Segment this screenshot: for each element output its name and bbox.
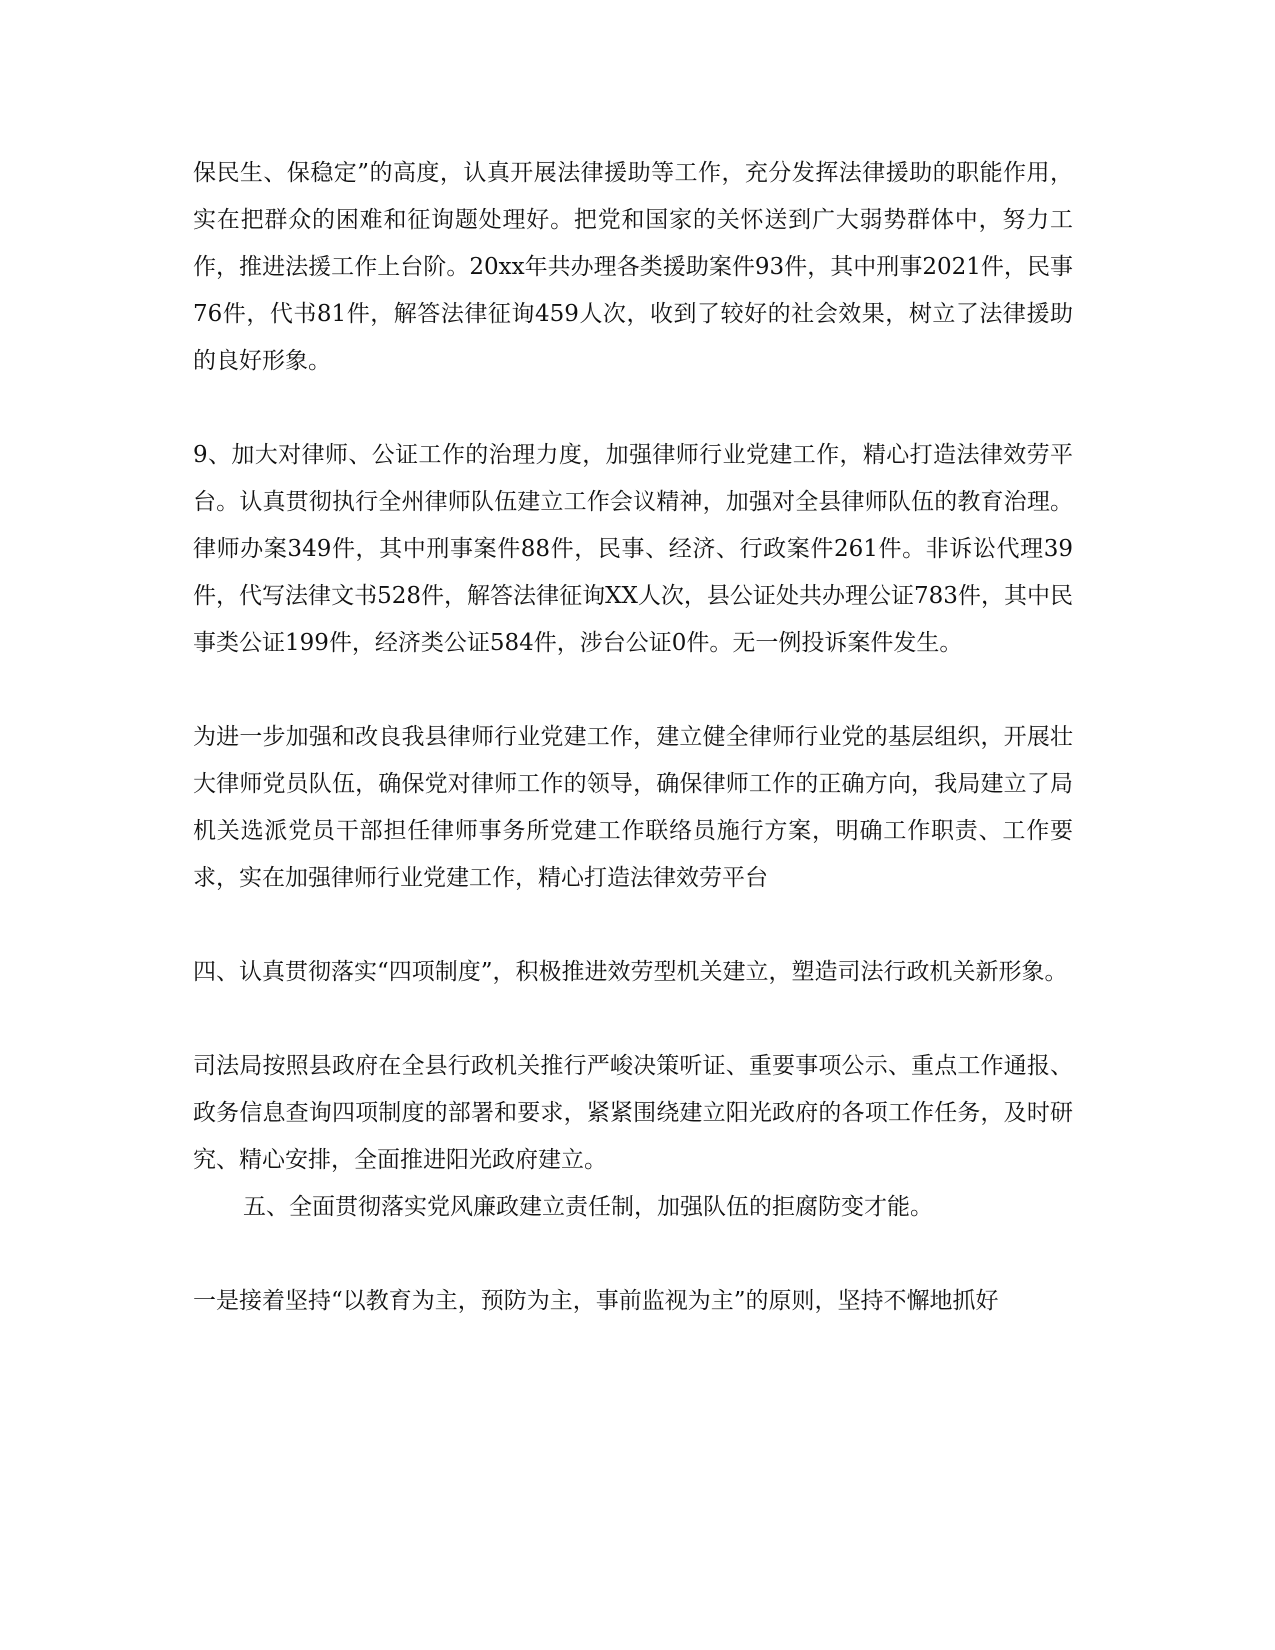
paragraph-education-prevention: 一是接着坚持“以教育为主，预防为主，事前监视为主”的原则，坚持不懈地抓好 <box>193 1288 999 1314</box>
section-heading-integrity: 五、全面贯彻落实党风廉政建立责任制，加强队伍的拒腐防变才能。 <box>243 1194 933 1220</box>
document-body <box>193 150 1073 1325</box>
section-heading-four-systems: 四、认真贯彻落实“四项制度”，积极推进效劳型机关建立，塑造司法行政机关新形象。 <box>193 959 1068 985</box>
paragraph-sunshine-government: 司法局按照县政府在全县行政机关推行严峻决策听证、重要事项公示、重点工作通报、政务信息查询四项制度的部署和要求，紧紧围绕建立阳光政府的各项工作任务，及时研究、精心安排，全面推进阳光政府建立。 <box>193 1053 1073 1173</box>
paragraph-party-building: 为进一步加强和改良我县律师行业党建工作，建立健全律师行业党的基层组织，开展壮大律师党员队伍，确保党对律师工作的领导，确保律师工作的正确方向，我局建立了局机关选派党员干部担任律师事务所党建工作联络员施行方案，明确工作职责、工作要求，实在加强律师行业党建工作，精心打造法律效劳平台 <box>193 724 1073 891</box>
paragraph-legal-aid: 保民生、保稳定”的高度，认真开展法律援助等工作，充分发挥法律援助的职能作用，实在把群众的困难和征询题处理好。把党和国家的关怀送到广大弱势群体中，努力工作，推进法援工作上台阶。20xx年共办理各类援助案件93件，其中刑事2021件，民事76件，代书81件，解答法律征询459人次，收到了较好的社会效果，树立了法律援助的良好形象。 <box>193 160 1073 374</box>
paragraph-lawyer-notary: 9、加大对律师、公证工作的治理力度，加强律师行业党建工作，精心打造法律效劳平台。认真贯彻执行全州律师队伍建立工作会议精神，加强对全县律师队伍的教育治理。律师办案349件，其中刑事案件88件，民事、经济、行政案件261件。非诉讼代理39件，代写法律文书528件，解答法律征询XX人次，县公证处共办理公证783件，其中民事类公证199件，经济类公证584件，涉台公证0件。无一例投诉案件发生。 <box>193 442 1073 656</box>
